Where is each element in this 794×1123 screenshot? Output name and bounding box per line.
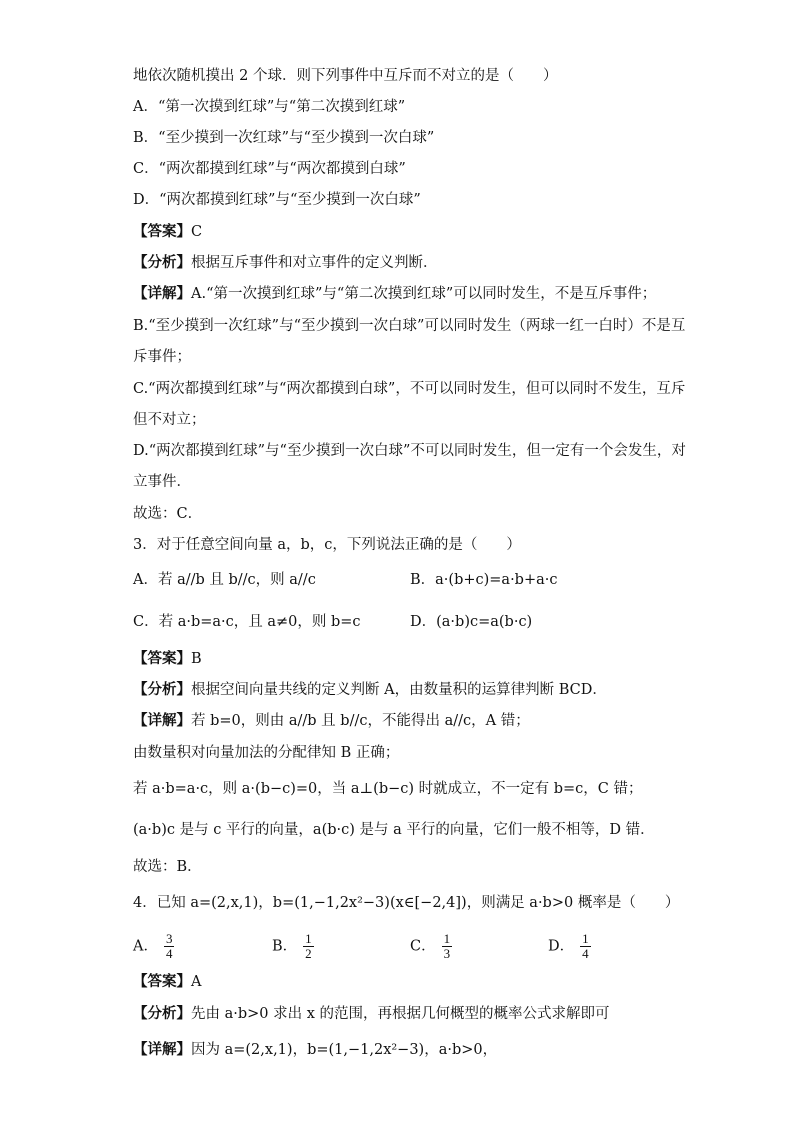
q2-option-c: C．“两次都摸到红球”与“两次都摸到白球” (133, 161, 406, 177)
q4-answer (133, 972, 201, 992)
q2-detail-line: C.“两次都摸到红球”与“两次都摸到白球”，不可以同时发生，但可以同时不发生，互斥 (133, 381, 686, 397)
q4-option-c (410, 932, 452, 961)
q4-detail (133, 1040, 497, 1060)
q2-answer (133, 222, 202, 242)
answer-value: A (191, 974, 202, 990)
analysis-text: 先由 a·b>0 求出 x 的范围，再根据几何概型的概率公式求解即可 (191, 1006, 610, 1022)
analysis-tag: 【分析】 (133, 1005, 191, 1022)
q2-detail-line: 立事件． (133, 474, 191, 490)
q3-conclusion: 故选：B． (133, 859, 202, 875)
q2-detail-line: D.“两次都摸到红球”与“至少摸到一次白球”不可以同时发生，但一定有一个会发生，对 (133, 443, 686, 459)
answer-tag: 【答案】 (133, 973, 191, 990)
analysis-tag: 【分析】 (133, 254, 191, 271)
answer-value: B (191, 651, 202, 667)
q4-stem: 4．已知 a=(2,x,1)，b=(1,−1,2x²−3)(x∈[−2,4])，则满足 a·b>0 概率是（ ） (133, 895, 680, 911)
option-label: A． (133, 938, 158, 955)
q3-detail-line: (a·b)c 是与 c 平行的向量，a(b·c) 是与 a 平行的向量，它们一般不相等，D 错． (133, 822, 655, 838)
q2-option-b: B．“至少摸到一次红球”与“至少摸到一次白球” (133, 130, 435, 146)
fraction-numerator: 1 (582, 931, 589, 946)
q2-option-d: D．“两次都摸到红球”与“至少摸到一次白球” (133, 192, 421, 208)
fraction (442, 932, 453, 961)
q2-conclusion: 故选：C． (133, 506, 203, 522)
q3-detail-line: 由数量积对向量加法的分配律知 B 正确； (133, 745, 400, 761)
fraction-denominator: 4 (582, 946, 589, 961)
detail-tag: 【详解】 (133, 1041, 191, 1058)
q3-stem: 3．对于任意空间向量 a，b，c，下列说法正确的是（ ） (133, 537, 521, 553)
answer-tag: 【答案】 (133, 650, 191, 667)
q2-detail (133, 284, 656, 304)
q3-answer (133, 649, 202, 669)
detail-tag: 【详解】 (133, 712, 191, 729)
fraction-numerator: 1 (443, 931, 451, 946)
q3-option-a: A．若 a//b 且 b//c，则 a//c (133, 572, 316, 588)
q3-option-c: C．若 a·b=a·c，且 a≠0，则 b=c (133, 614, 361, 630)
q4-analysis (133, 1004, 610, 1024)
q4-option-b (272, 932, 314, 961)
q2-detail-line: 斥事件； (133, 349, 191, 365)
q3-detail-line: 若 a·b=a·c，则 a·(b−c)=0，当 a⊥(b−c) 时就成立，不一定有 b=c，C 错； (133, 781, 643, 797)
fraction-denominator: 4 (165, 946, 173, 961)
analysis-text: 根据空间向量共线的定义判断 A，由数量积的运算律判断 BCD． (191, 682, 607, 698)
q4-option-a (133, 932, 174, 961)
detail-text: 若 b=0，则由 a//b 且 b//c，不能得出 a//c，A 错； (191, 713, 530, 729)
fraction-denominator: 3 (443, 946, 451, 961)
q3-analysis (133, 680, 607, 700)
q3-detail (133, 711, 530, 731)
fraction-numerator: 1 (305, 931, 312, 946)
fraction (303, 932, 314, 961)
q3-option-b: B．a·(b+c)=a·b+a·c (410, 572, 558, 588)
fraction (580, 932, 591, 961)
q2-option-a: A．“第一次摸到红球”与“第二次摸到红球” (133, 99, 406, 115)
answer-value: C (191, 224, 203, 240)
q2-analysis (133, 253, 438, 273)
detail-tag: 【详解】 (133, 285, 191, 302)
answer-tag: 【答案】 (133, 223, 191, 240)
fraction (164, 932, 175, 961)
q2-detail-line: B.“至少摸到一次红球”与“至少摸到一次白球”可以同时发生（两球一红一白时）不是互 (133, 318, 686, 334)
q3-option-d: D．(a·b)c=a(b·c) (410, 614, 533, 630)
q2-detail-line: 但不对立； (133, 412, 206, 428)
q2-stem: 地依次随机摸出 2 个球．则下列事件中互斥而不对立的是（ ） (133, 68, 558, 84)
option-label: D． (548, 938, 575, 955)
fraction-numerator: 3 (165, 931, 173, 946)
detail-text: A.“第一次摸到红球”与“第二次摸到红球”可以同时发生，不是互斥事件； (191, 286, 657, 302)
detail-text: 因为 a=(2,x,1)，b=(1,−1,2x²−3)，a·b>0， (191, 1042, 498, 1058)
analysis-text: 根据互斥事件和对立事件的定义判断． (191, 255, 438, 271)
q4-option-d (548, 932, 591, 961)
option-label: C． (410, 938, 436, 955)
option-label: B． (272, 938, 298, 955)
analysis-tag: 【分析】 (133, 681, 191, 698)
fraction-denominator: 2 (305, 946, 312, 961)
